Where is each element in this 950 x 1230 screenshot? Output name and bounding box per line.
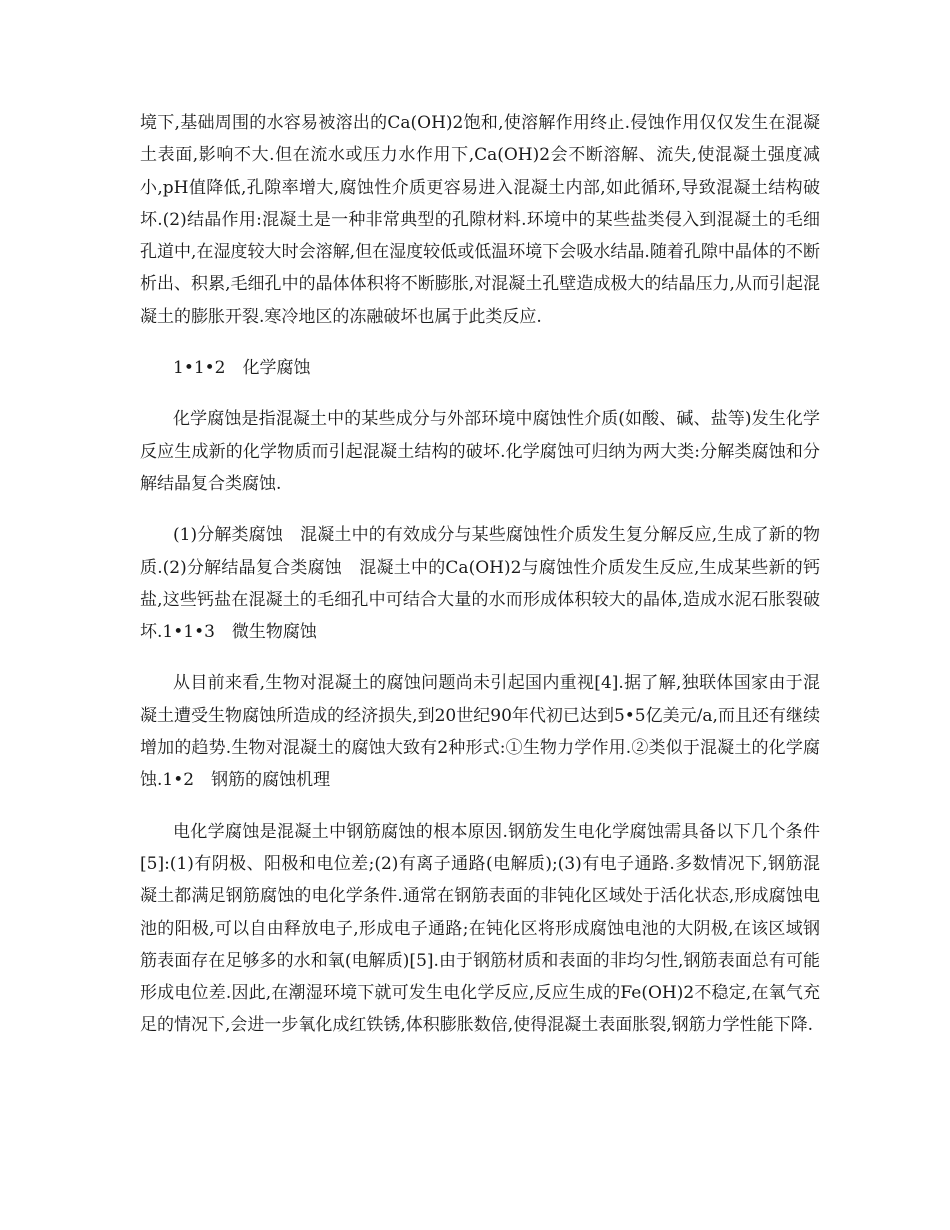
paragraph-electrochemical-corrosion: 电化学腐蚀是混凝土中钢筋腐蚀的根本原因.钢筋发生电化学腐蚀需具备以下几个条件[5]:(1)有阴极、阳极和电位差;(2)有离子通路(电解质);(3)有电子通路.多数情况下,钢筋混凝土都满足钢筋腐蚀的电化学条件.通常在钢筋表面的非钝化区域处于活化状态,形成腐蚀电池的阳极,可以自由释放电子,形成电子通路;在钝化区将形成腐蚀电池的大阴极,在该区域钢筋表面存在足够多的水和氧(电解质)[5].由于钢筋材质和表面的非均匀性,钢筋表面总有可能形成电位差.因此,在潮湿环境下就可发生电化学反应,反应生成的Fe(OH)2不稳定,在氧气充足的情况下,会进一步氧化成红铁锈,体积膨胀数倍,使得混凝土表面胀裂,钢筋力学性能下降. [140,821,820,1036]
section-heading-chemical-corrosion: 1•1•2 化学腐蚀 [173,358,311,379]
document-body [140,107,820,1061]
paragraph-chemical-corrosion: 化学腐蚀是指混凝土中的某些成分与外部环境中腐蚀性介质(如酸、碱、盐等)发生化学反应生成新的化学物质而引起混凝土结构的破坏.化学腐蚀可归纳为两大类:分解类腐蚀和分解结晶复合类腐蚀. [140,409,820,494]
paragraph-continuation: 境下,基础周围的水容易被溶出的Ca(OH)2饱和,使溶解作用终止.侵蚀作用仅仅发生在混凝土表面,影响不大.但在流水或压力水作用下,Ca(OH)2会不断溶解、流失,使混凝土强度减小,pH值降低,孔隙率增大,腐蚀性介质更容易进入混凝土内部,如此循环,导致混凝土结构破坏.(2)结晶作用:混凝土是一种非常典型的孔隙材料.环境中的某些盐类侵入到混凝土的毛细孔道中,在湿度较大时会溶解,但在湿度较低或低温环境下会吸水结晶.随着孔隙中晶体的不断析出、积累,毛细孔中的晶体体积将不断膨胀,对混凝土孔壁造成极大的结晶压力,从而引起混凝土的膨胀开裂.寒冷地区的冻融破坏也属于此类反应. [140,113,820,327]
paragraph-corrosion-types: (1)分解类腐蚀 混凝土中的有效成分与某些腐蚀性介质发生复分解反应,生成了新的物质.(2)分解结晶复合类腐蚀 混凝土中的Ca(OH)2与腐蚀性介质发生反应,生成某些新的钙盐,这些钙盐在混凝土的毛细孔中可结合大量的水而形成体积较大的晶体,造成水泥石胀裂破坏.1•1•3 微生物腐蚀 [140,525,820,643]
paragraph-microbial-corrosion: 从目前来看,生物对混凝土的腐蚀问题尚未引起国内重视[4].据了解,独联体国家由于混凝土遭受生物腐蚀所造成的经济损失,到20世纪90年代初已达到5•5亿美元/a,而且还有继续增加的趋势.生物对混凝土的腐蚀大致有2种形式:①生物力学作用.②类似于混凝土的化学腐蚀.1•2 钢筋的腐蚀机理 [140,673,820,791]
